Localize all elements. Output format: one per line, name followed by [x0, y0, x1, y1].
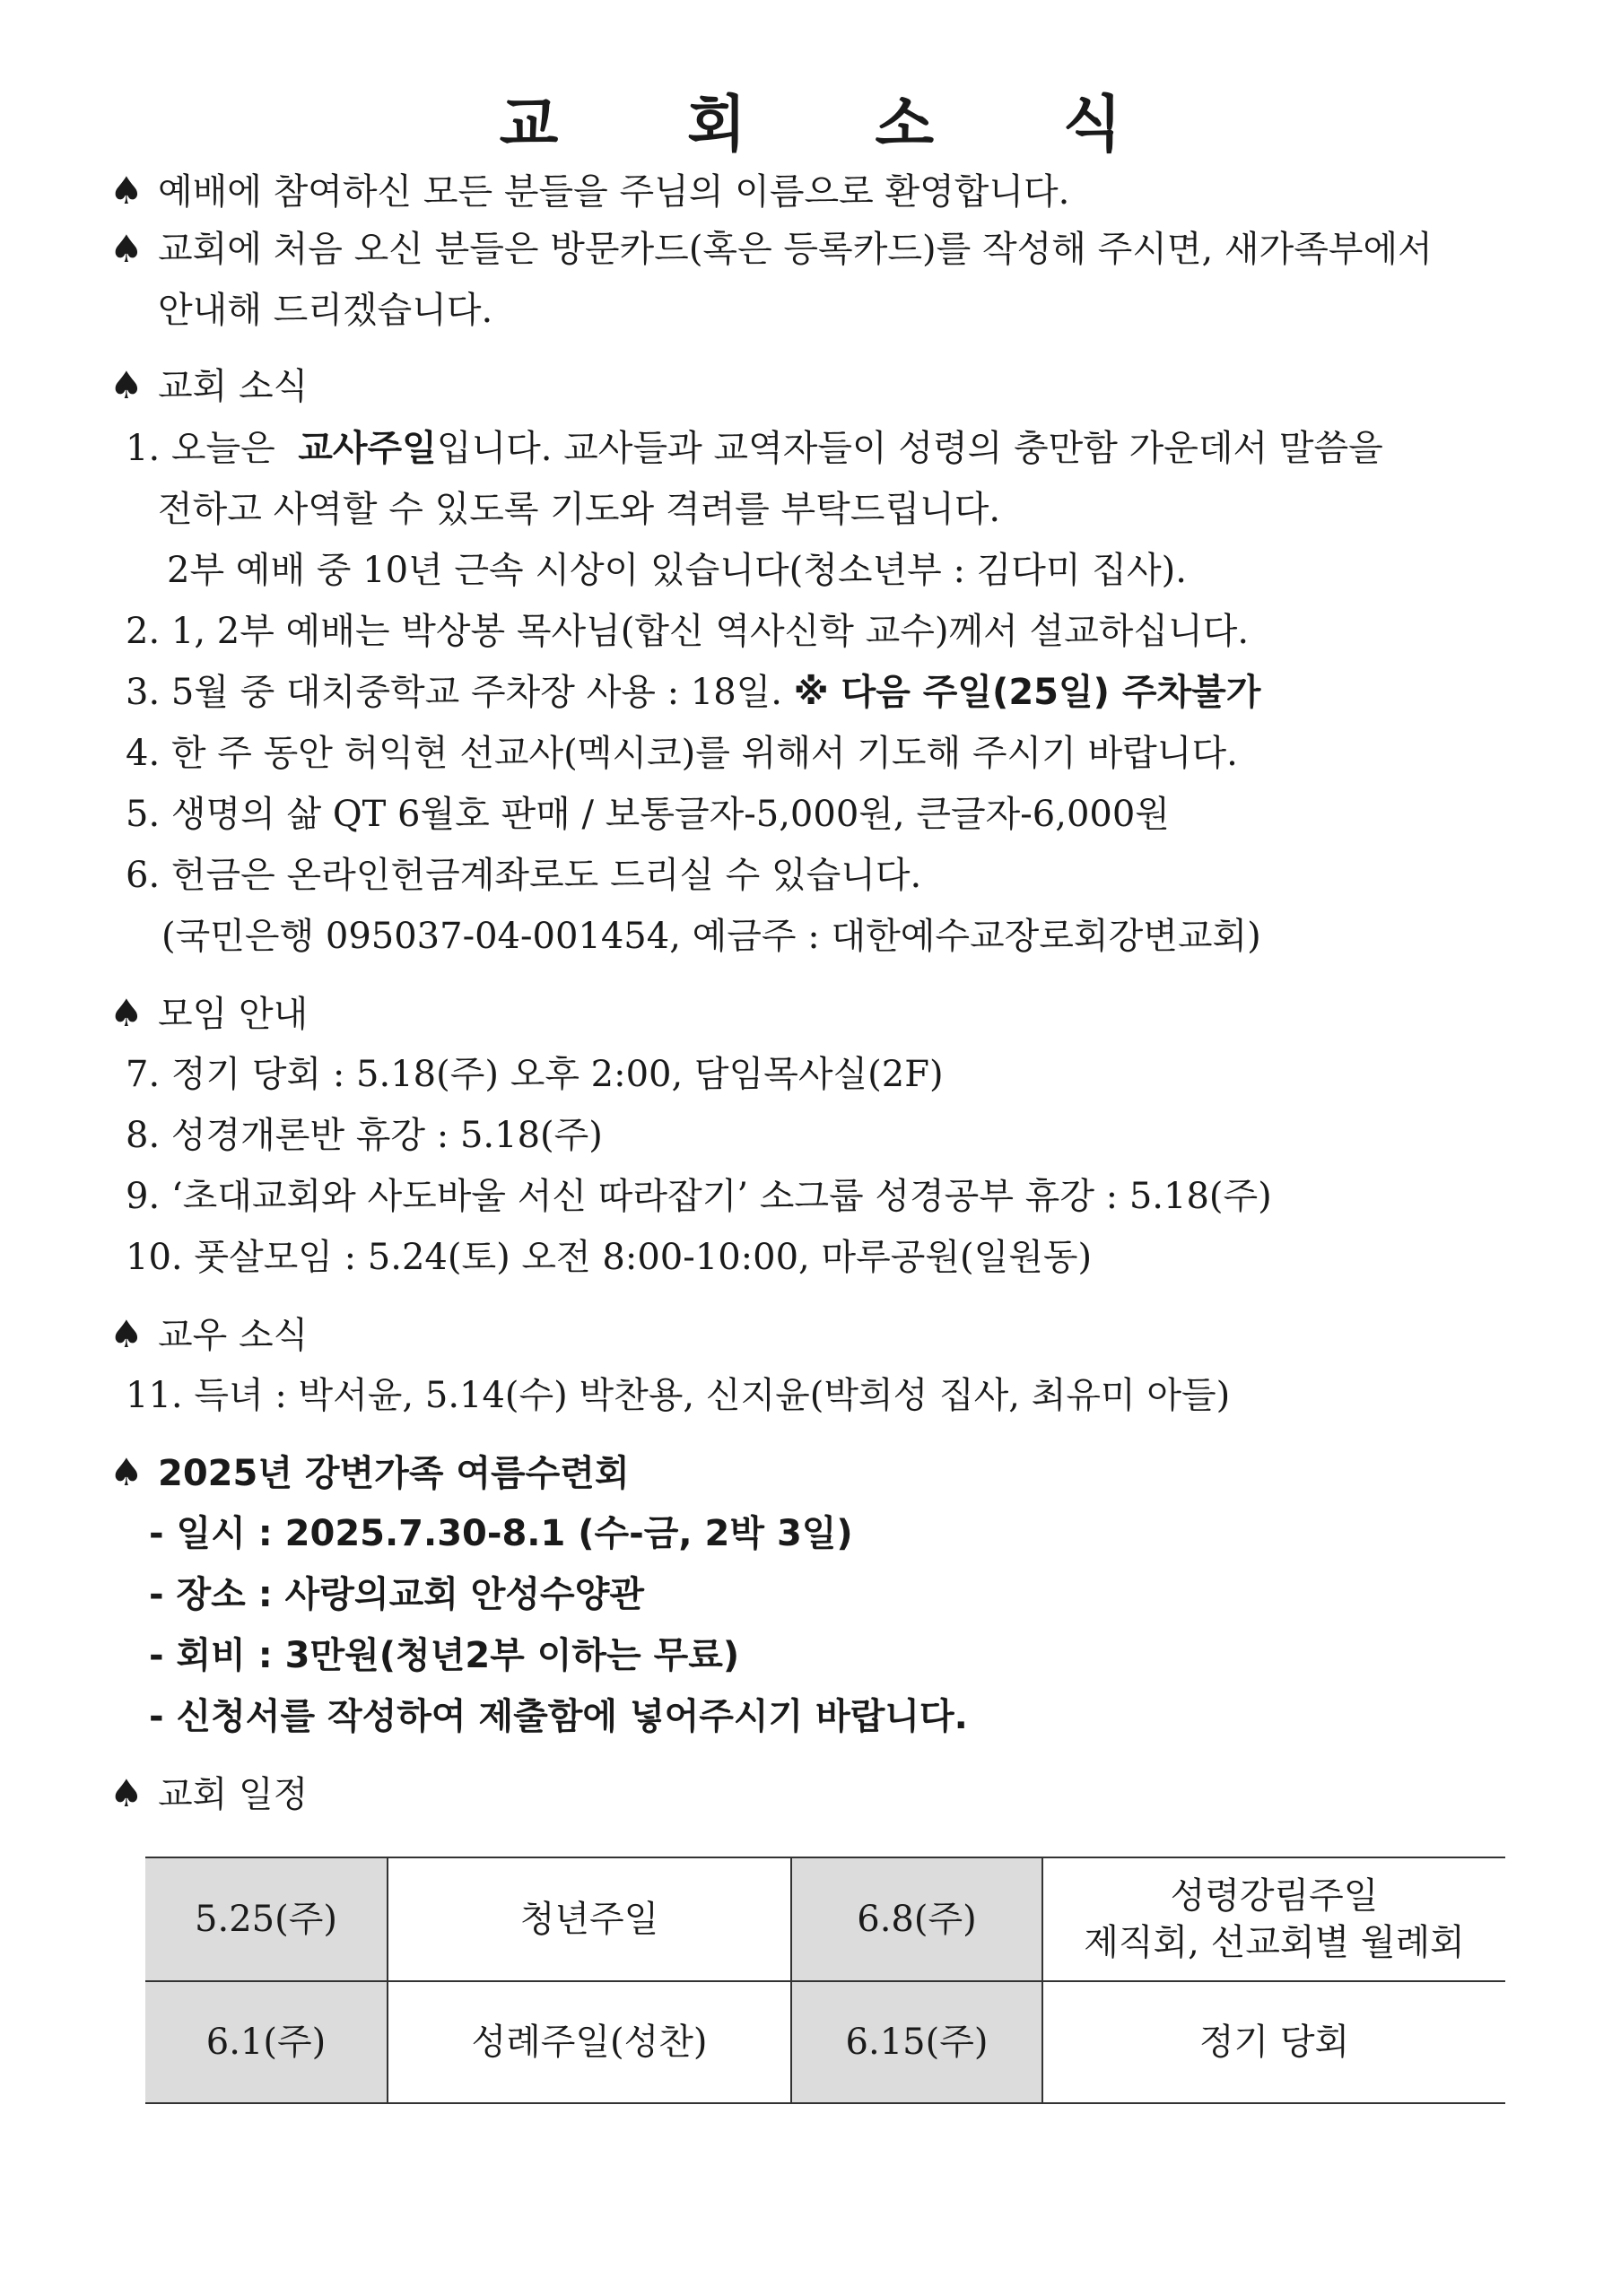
- news-item-1: 1. 오늘은 교사주일입니다. 교사들과 교역자들이 성령의 충만함 가운데서 말씀을: [126, 428, 1383, 469]
- parking-notice: ※ 다음 주일(25일) 주차불가: [793, 672, 1261, 713]
- spade-icon: ♠: [109, 1312, 144, 1356]
- schedule-table: [145, 1857, 1505, 2104]
- news-item-4: 4. 한 주 동안 허익현 선교사(멕시코)를 위해서 기도해 주시기 바랍니다.: [126, 733, 1238, 774]
- schedule-event: 성령강림주일 제직회, 선교회별 월례회: [1042, 1857, 1505, 1981]
- section-heading-retreat: ♠ 2025년 강변가족 여름수련회: [109, 1448, 630, 1499]
- schedule-date: 5.25(주): [145, 1857, 388, 1981]
- schedule-event: 성례주일(성찬): [388, 1981, 791, 2103]
- section-heading-news: ♠ 교회 소식: [109, 361, 308, 412]
- section-heading-meetings: ♠ 모임 안내: [109, 988, 308, 1039]
- schedule-date: 6.1(주): [145, 1981, 388, 2103]
- news-item-1-sub: 2부 예배 중 10년 근속 시상이 있습니다(청소년부 : 김다미 집사).: [167, 550, 1187, 591]
- schedule-date: 6.15(주): [791, 1981, 1042, 2103]
- teacher-sunday-highlight: 교사주일: [298, 428, 437, 469]
- news-item-2: 2. 1, 2부 예배는 박상봉 목사님(합신 역사신학 교수)께서 설교하십니다.: [126, 611, 1250, 652]
- meeting-item-10: 10. 풋살모임 : 5.24(토) 오전 8:00-10:00, 마루공원(일원동): [126, 1237, 1093, 1278]
- news-item-6: 6. 헌금은 온라인헌금계좌로도 드리실 수 있습니다.: [126, 855, 922, 896]
- page-title: 교 회 소 식: [499, 90, 1176, 161]
- spade-icon: ♠: [109, 227, 144, 271]
- news-item-3: 3. 5월 중 대치중학교 주차장 사용 : 18일. ※ 다음 주일(25일) 주차불가: [126, 672, 1261, 713]
- schedule-event: 청년주일: [388, 1857, 791, 1981]
- meeting-item-9: 9. ‘초대교회와 사도바울 서신 따라잡기’ 소그룹 성경공부 휴강 : 5.18(주): [126, 1176, 1272, 1217]
- member-item-11: 11. 득녀 : 박서윤, 5.14(수) 박찬용, 신지윤(박희성 집사, 최유미 아들): [126, 1375, 1231, 1416]
- retreat-date: - 일시 : 2025.7.30-8.1 (수-금, 2박 3일): [149, 1513, 853, 1554]
- news-item-1-cont: 전하고 사역할 수 있도록 기도와 격려를 부탁드립니다.: [158, 489, 1001, 530]
- news-item-5: 5. 생명의 삶 QT 6월호 판매 / 보통글자-5,000원, 큰글자-6,000원: [126, 794, 1170, 835]
- meeting-item-8: 8. 성경개론반 휴강 : 5.18(주): [126, 1115, 603, 1156]
- welcome-line-2: ♠ 교회에 처음 오신 분들은 방문카드(혹은 등록카드)를 작성해 주시면, 새가족부에서: [109, 224, 1516, 274]
- spade-icon: ♠: [109, 1450, 144, 1494]
- spade-icon: ♠: [109, 169, 144, 213]
- spade-icon: ♠: [109, 991, 144, 1035]
- welcome-line-1: ♠ 예배에 참여하신 모든 분들을 주님의 이름으로 환영합니다.: [109, 166, 1069, 217]
- spade-icon: ♠: [109, 363, 144, 407]
- table-row: [145, 1981, 1505, 2103]
- news-item-6-sub: (국민은행 095037-04-001454, 예금주 : 대한예수교장로회강변교회): [161, 916, 1261, 957]
- schedule-date: 6.8(주): [791, 1857, 1042, 1981]
- table-row: [145, 1857, 1505, 1981]
- section-heading-members: ♠ 교우 소식: [109, 1309, 308, 1361]
- retreat-location: - 장소 : 사랑의교회 안성수양관: [149, 1574, 644, 1615]
- meeting-item-7: 7. 정기 당회 : 5.18(주) 오후 2:00, 담임목사실(2F): [126, 1054, 944, 1095]
- welcome-line-2-cont: 안내해 드리겠습니다.: [158, 290, 493, 331]
- retreat-application: - 신청서를 작성하여 제출함에 넣어주시기 바랍니다.: [149, 1696, 968, 1737]
- spade-icon: ♠: [109, 1771, 144, 1815]
- schedule-event: 정기 당회: [1042, 1981, 1505, 2103]
- section-heading-schedule: ♠ 교회 일정: [109, 1769, 308, 1820]
- retreat-fee: - 회비 : 3만원(청년2부 이하는 무료): [149, 1635, 740, 1676]
